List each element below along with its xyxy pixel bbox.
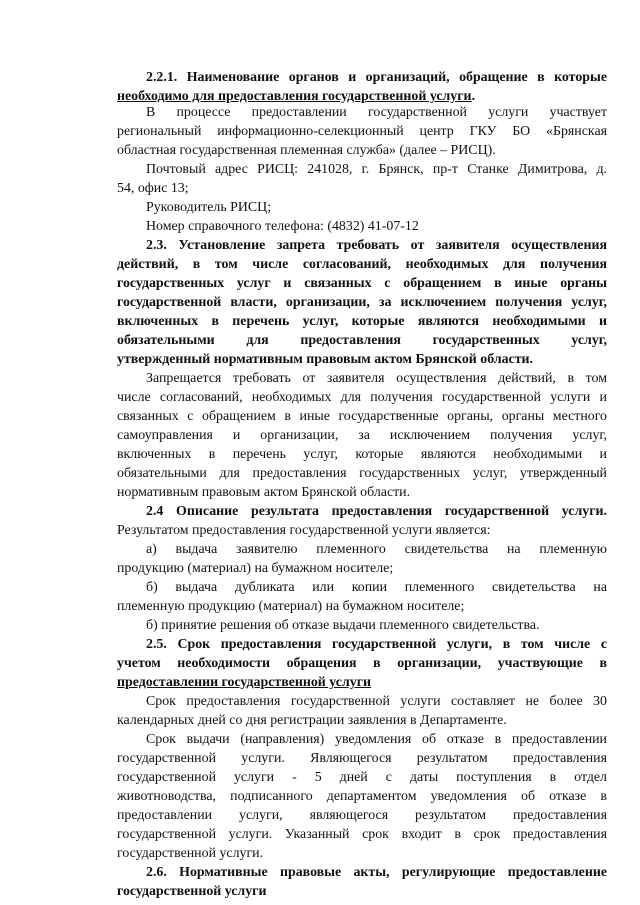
section-2-5-heading-line-1: 2.5. Срок предоставления государственной услуги, в том числе с bbox=[146, 637, 607, 652]
section-2-2-1-heading-period: . bbox=[471, 89, 476, 104]
section-2-5-p2-line-6: государственной услуги. Указанный срок входит в срок предоставления bbox=[117, 827, 607, 842]
section-2-5-p2-line-2: государственной услуги. Являющегося результатом предоставления bbox=[117, 751, 607, 766]
section-2-4-intro: Результатом предоставления государственной услуги является: bbox=[117, 523, 491, 538]
section-2-5-p2-line-4: животноводства, подписанного департаментом уведомления об отказе в bbox=[117, 789, 607, 804]
head-of-risc: Руководитель РИСЦ; bbox=[146, 200, 272, 215]
section-2-3-heading-line-2: действий, в том числе согласований, необходимых для получения bbox=[117, 257, 607, 272]
section-2-5-heading-line-3 bbox=[117, 673, 607, 692]
section-2-2-1-body-line-1: В процессе предоставлении государственной услуги участвует bbox=[146, 105, 607, 120]
section-2-5-p2-line-1: Срок выдачи (направления) уведомления об отказе в предоставлении bbox=[146, 732, 607, 747]
result-item-a-line-1: а) выдача заявителю племенного свидетельства на племенную bbox=[146, 542, 607, 557]
section-2-3-heading-line-1: 2.3. Установление запрета требовать от заявителя осуществления bbox=[146, 238, 607, 253]
section-2-4-heading: 2.4 Описание результата предоставления государственной услуги. bbox=[146, 504, 607, 519]
section-2-3-heading-line-4: государственной власти, организации, за исключением получения услуг, bbox=[117, 295, 607, 310]
postal-address-line-2: 54, офис 13; bbox=[117, 181, 189, 196]
result-item-c: б) принятие решения об отказе выдачи племенного свидетельства. bbox=[146, 618, 540, 633]
section-2-5-p1-line-1: Срок предоставления государственной услуги составляет не более 30 bbox=[146, 694, 607, 709]
section-2-3-heading-line-3: государственных услуг и связанных с обращением в иные органы bbox=[117, 276, 607, 291]
section-2-3-heading-line-5: включенных в перечень услуг, которые являются необходимыми и bbox=[117, 314, 607, 329]
section-2-3-body-line-6: обязательными для предоставления государственных услуг, утвержденный bbox=[117, 466, 607, 481]
section-2-2-1-heading-line-1: 2.2.1. Наименование органов и организаций, обращение в которые bbox=[146, 70, 607, 85]
section-2-3-body-line-2: числе согласований, необходимых для получения государственной услуги и bbox=[117, 390, 607, 405]
section-2-5-p2-line-7: государственной услуги. bbox=[117, 846, 264, 861]
section-2-5-p1-line-2: календарных дней со дня регистрации заявления в Департаменте. bbox=[117, 713, 507, 728]
section-2-6-heading-line-1: 2.6. Нормативные правовые акты, регулирующие предоставление bbox=[146, 865, 607, 880]
result-item-b-line-2: племенную продукцию (материал) на бумажном носителе; bbox=[117, 599, 465, 614]
postal-address-line-1: Почтовый адрес РИСЦ: 241028, г. Брянск, пр-т Станке Димитрова, д. bbox=[146, 162, 607, 177]
section-2-2-1-heading-underlined: необходимо для предоставления государственной услуги bbox=[117, 89, 472, 104]
section-2-2-1-body-line-3: областная государственная племенная служба» (далее – РИСЦ). bbox=[117, 143, 496, 158]
section-2-3-body-line-1: Запрещается требовать от заявителя осуществления действий, в том bbox=[146, 371, 607, 386]
section-2-5-p2-line-5: предоставлении услуги, являющегося результатом предоставления bbox=[117, 808, 607, 823]
phone-number: Номер справочного телефона: (4832) 41-07-12 bbox=[146, 219, 419, 234]
result-item-a-line-2: продукцию (материал) на бумажном носителе; bbox=[117, 561, 394, 576]
section-2-5-heading-line-2: учетом необходимости обращения в организации, участвующие в bbox=[117, 656, 607, 671]
section-2-3-heading-line-7: утвержденный нормативным правовым актом Брянской области. bbox=[117, 352, 534, 367]
section-2-5-p2-line-3: государственной услуги - 5 дней с даты поступления в отдел bbox=[117, 770, 607, 785]
section-2-6-heading-line-2: государственной услуги bbox=[117, 884, 267, 899]
section-2-5-heading-underlined: предоставлении государственной услуги bbox=[117, 675, 372, 690]
section-2-3-body-line-4: самоуправления и организации, за исключением получения услуг, bbox=[117, 428, 607, 443]
section-2-3-body-line-5: включенных в перечень услуг, которые являются необходимыми и bbox=[117, 447, 607, 462]
section-2-3-body-line-7: нормативным правовым актом Брянской области. bbox=[117, 485, 411, 500]
result-item-b-line-1: б) выдача дубликата или копии племенного свидетельства на bbox=[146, 580, 607, 595]
section-2-2-1-body-line-2: региональный информационно-селекционный центр ГКУ БО «Брянская bbox=[117, 124, 607, 139]
section-2-3-heading-line-6: обязательными для предоставления государственных услуг, bbox=[117, 333, 607, 348]
section-2-3-body-line-3: связанных с обращением в иные государственные органы, органы местного bbox=[117, 409, 607, 424]
